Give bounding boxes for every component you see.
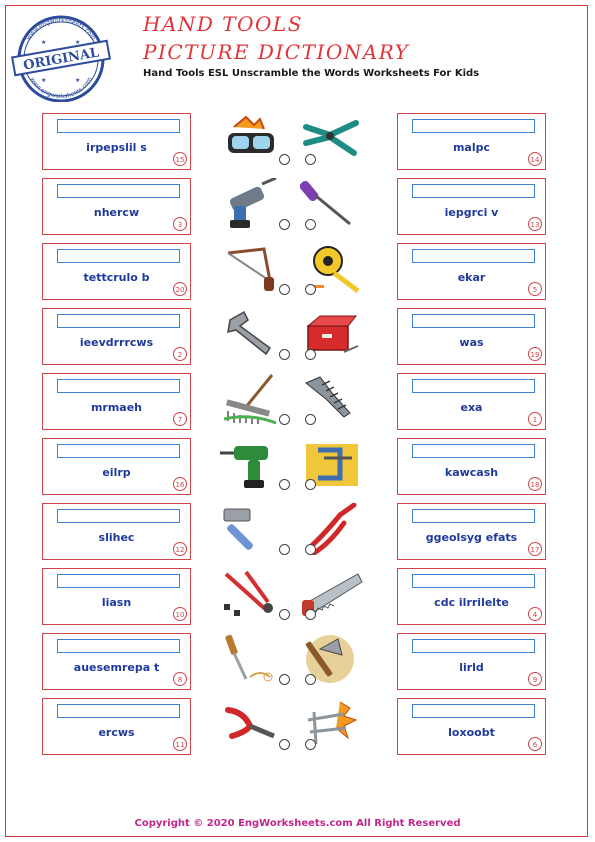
number-badge: 13 [528,217,542,231]
answer-input[interactable] [412,704,535,718]
page-title-line2: PICTURE DICTIONARY [143,40,410,64]
left-card-1 [42,113,191,170]
match-dot-right-3[interactable] [305,284,316,295]
left-card-10 [42,698,191,755]
stamp-center-text: ORIGINAL [22,45,101,74]
number-badge: 2 [173,347,187,361]
answer-input[interactable] [57,444,180,458]
match-dot-left-3[interactable] [279,284,290,295]
number-badge: 20 [173,282,187,296]
svg-text:★: ★ [75,77,81,84]
pliers-icon [220,698,284,750]
scrambled-word: irpepslil s [86,141,147,154]
answer-input[interactable] [57,249,180,263]
wrench-icon [220,308,284,360]
answer-input[interactable] [412,119,535,133]
stamp-bottom-text: www.engworksheets.com [28,76,94,101]
match-dot-right-2[interactable] [305,219,316,230]
right-card-5 [397,373,546,430]
match-dot-right-10[interactable] [305,739,316,750]
scrambled-word: liasn [101,596,132,609]
scrambled-word: malpc [452,141,491,154]
right-card-6 [397,438,546,495]
page-title-line1: HAND TOOLS [143,12,303,36]
answer-input[interactable] [57,184,180,198]
match-dot-right-6[interactable] [305,479,316,490]
match-dot-right-7[interactable] [305,544,316,555]
match-dot-right-5[interactable] [305,414,316,425]
page-subtitle: Hand Tools ESL Unscramble the Words Worksheets For Kids [143,68,480,79]
scrambled-word: auesemrepa t [73,661,160,674]
right-card-10 [397,698,546,755]
scrambled-word: iepgrci v [444,206,499,219]
answer-input[interactable] [57,704,180,718]
left-card-3 [42,243,191,300]
number-badge: 18 [528,477,542,491]
answer-input[interactable] [57,314,180,328]
scrambled-word: nhercw [93,206,140,219]
right-card-9 [397,633,546,690]
scrambled-word: kawcash [444,466,499,479]
left-card-4 [42,308,191,365]
match-dot-left-2[interactable] [279,219,290,230]
safety-goggles-icon [220,113,284,165]
hacksaw-icon [220,243,284,295]
number-badge: 4 [528,607,542,621]
left-card-9 [42,633,191,690]
number-badge: 10 [173,607,187,621]
answer-input[interactable] [412,379,535,393]
scrambled-word: tettcrulo b [83,271,150,284]
hammer-icon [220,503,284,555]
number-badge: 5 [528,282,542,296]
answer-input[interactable] [57,639,180,653]
answer-input[interactable] [57,119,180,133]
match-dot-left-9[interactable] [279,674,290,685]
right-card-1 [397,113,546,170]
right-card-3 [397,243,546,300]
svg-text:★: ★ [41,39,47,46]
match-dot-left-6[interactable] [279,479,290,490]
left-card-5 [42,373,191,430]
right-card-4 [397,308,546,365]
left-card-2 [42,178,191,235]
scrambled-word: was [459,336,484,349]
chisel-icon [220,633,284,685]
original-stamp [11,12,111,102]
answer-input[interactable] [57,574,180,588]
match-dot-right-1[interactable] [305,154,316,165]
number-badge: 1 [528,412,542,426]
right-card-7 [397,503,546,560]
answer-input[interactable] [412,639,535,653]
right-card-8 [397,568,546,625]
match-dot-left-4[interactable] [279,349,290,360]
answer-input[interactable] [412,184,535,198]
svg-text:★: ★ [41,77,47,84]
number-badge: 19 [528,347,542,361]
answer-input[interactable] [412,314,535,328]
number-badge: 14 [528,152,542,166]
right-card-2 [397,178,546,235]
bolt-cutter-icon [220,568,284,620]
number-badge: 12 [173,542,187,556]
scrambled-word: slihec [98,531,135,544]
answer-input[interactable] [412,574,535,588]
answer-input[interactable] [412,509,535,523]
stamp-top-text: www.engworksheets.com [25,16,97,42]
match-dot-right-8[interactable] [305,609,316,620]
number-badge: 7 [173,412,187,426]
match-dot-right-9[interactable] [305,674,316,685]
answer-input[interactable] [57,379,180,393]
svg-text:www.engworksheets.com [25,17,97,42]
scrambled-word: ekar [457,271,486,284]
scrambled-word: cdc ilrrilelte [434,596,509,609]
number-badge: 3 [173,217,187,231]
match-dot-right-4[interactable] [305,349,316,360]
scrambled-word: eilrp [102,466,131,479]
match-dot-left-8[interactable] [279,609,290,620]
scrambled-word: loxoobt [448,726,495,739]
scrambled-word: ggeolsyg efats [425,531,518,544]
match-dot-left-5[interactable] [279,414,290,425]
match-dot-left-7[interactable] [279,544,290,555]
drill-gun-icon [220,178,284,230]
scrambled-word: mrmaeh [90,401,143,414]
rake-icon [220,373,284,425]
left-card-6 [42,438,191,495]
number-badge: 16 [173,477,187,491]
number-badge: 9 [528,672,542,686]
scrambled-word: ercws [98,726,135,739]
scrambled-word: exa [460,401,483,414]
answer-input[interactable] [412,444,535,458]
number-badge: 11 [173,737,187,751]
number-badge: 8 [173,672,187,686]
left-card-7 [42,503,191,560]
svg-text:★: ★ [75,39,81,46]
svg-text:www.engworksheets.com [28,76,93,100]
scrambled-word: ieevdrrrcws [79,336,154,349]
number-badge: 6 [528,737,542,751]
number-badge: 17 [528,542,542,556]
match-dot-left-10[interactable] [279,739,290,750]
answer-input[interactable] [57,509,180,523]
scrambled-word: lirld [459,661,484,674]
answer-input[interactable] [412,249,535,263]
match-dot-left-1[interactable] [279,154,290,165]
number-badge: 15 [173,152,187,166]
left-card-8 [42,568,191,625]
copyright-footer: Copyright © 2020 EngWorksheets.com All Right Reserved [134,818,461,829]
power-drill-icon [220,438,284,490]
